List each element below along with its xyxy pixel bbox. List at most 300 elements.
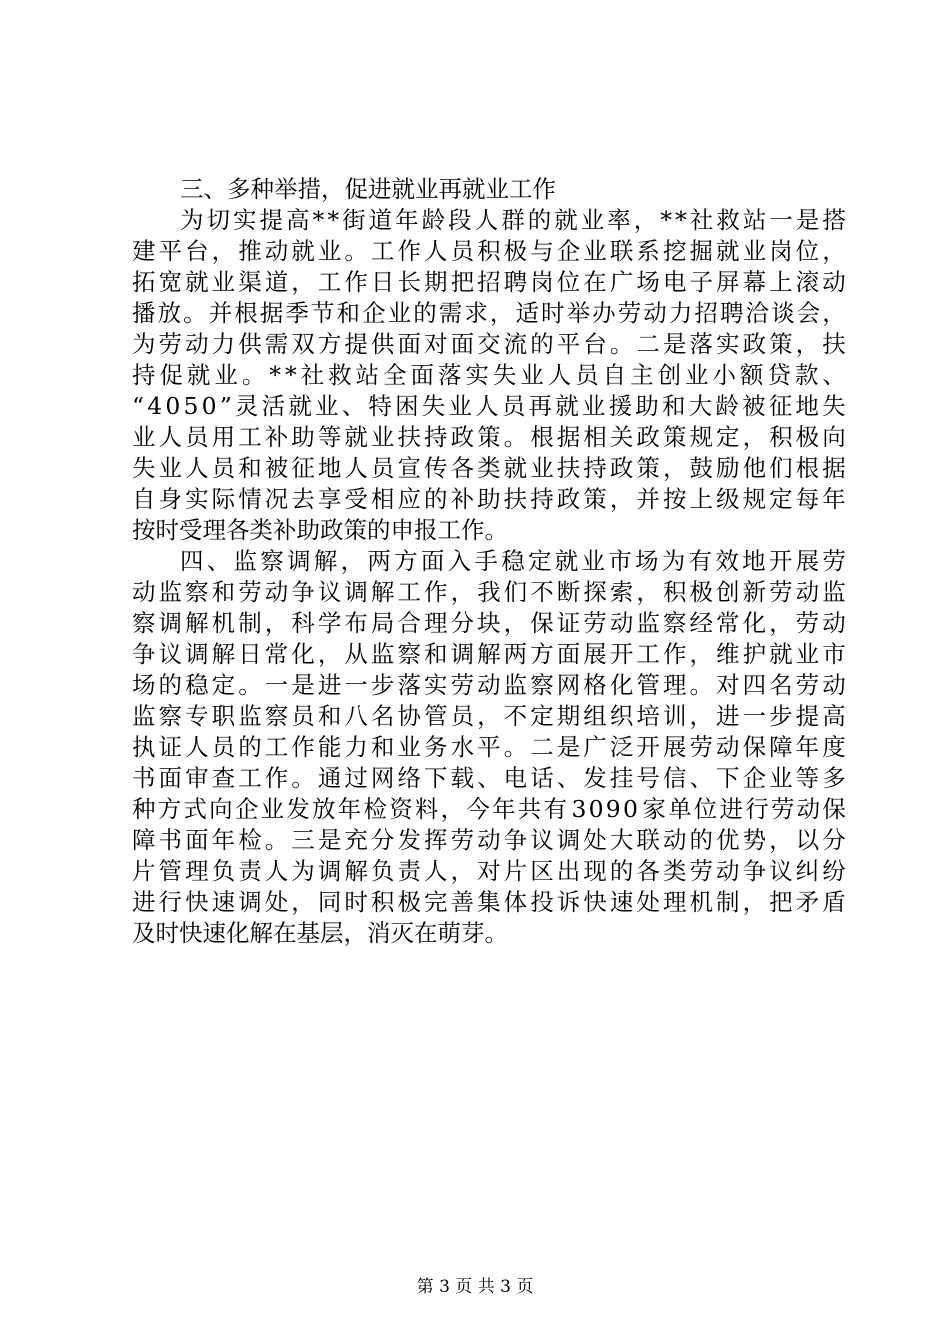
text-glyph: 新	[742, 578, 767, 606]
text-glyph: 就	[769, 640, 793, 668]
text-glyph: 企	[742, 764, 767, 792]
paragraph-line	[180, 546, 846, 576]
text-glyph: 分	[450, 609, 475, 637]
text-glyph: 的	[530, 330, 554, 358]
text-glyph: 专	[185, 702, 209, 730]
text-glyph: 、	[822, 361, 846, 389]
text-glyph: 创	[657, 361, 682, 389]
text-glyph: 障	[769, 733, 793, 761]
text-glyph: 不	[503, 702, 528, 730]
text-glyph: 察	[264, 702, 289, 730]
text-glyph: 业	[742, 237, 767, 265]
text-glyph: 调	[238, 888, 262, 916]
text-glyph: 广	[609, 268, 634, 296]
text-glyph: 据	[822, 454, 846, 482]
text-glyph: 积	[662, 578, 687, 606]
text-glyph: *	[312, 206, 325, 234]
text-glyph: 管	[636, 671, 660, 699]
text-glyph: 常	[716, 609, 740, 637]
text-glyph: 纠	[795, 857, 820, 885]
text-glyph: 察	[662, 609, 687, 637]
text-glyph: 贷	[767, 361, 791, 389]
text-glyph: 上	[769, 268, 793, 296]
text-glyph: ，	[822, 299, 846, 327]
text-glyph: 家	[642, 795, 666, 823]
text-glyph: 局	[370, 609, 395, 637]
text-glyph: 今	[466, 795, 490, 823]
text-glyph: 从	[344, 640, 368, 668]
text-glyph: 每	[795, 485, 820, 513]
text-glyph: 理	[662, 671, 687, 699]
text-glyph: 。	[503, 423, 528, 451]
text-glyph: 发	[397, 826, 421, 854]
text-glyph: 双	[291, 330, 315, 358]
text-glyph: 号	[636, 764, 660, 792]
text-glyph: 是	[556, 733, 581, 761]
text-glyph: 调	[317, 857, 342, 885]
text-glyph: 。	[291, 764, 315, 792]
text-glyph: 络	[397, 764, 421, 792]
text-glyph: 断	[556, 578, 581, 606]
text-glyph: 率	[607, 206, 631, 234]
text-glyph: 播	[132, 299, 156, 327]
text-glyph: 检	[363, 795, 387, 823]
text-glyph: 就	[554, 206, 578, 234]
text-glyph: 理	[185, 857, 209, 885]
text-glyph: 议	[530, 826, 554, 854]
text-glyph: 动	[264, 237, 289, 265]
text-glyph: ，	[795, 330, 820, 358]
text-glyph: 的	[413, 299, 437, 327]
text-glyph: 查	[211, 764, 236, 792]
text-glyph: 一	[742, 702, 767, 730]
text-glyph: 争	[291, 578, 315, 606]
text-glyph: 征	[768, 392, 793, 420]
text-glyph: 身	[158, 485, 183, 513]
paragraph-line	[132, 701, 846, 731]
text-glyph: ，	[742, 888, 767, 916]
text-glyph: 索	[609, 578, 634, 606]
text-glyph: 议	[769, 857, 793, 885]
text-glyph: 一	[769, 206, 793, 234]
text-glyph: 和	[661, 392, 686, 420]
text-glyph: 提	[344, 330, 368, 358]
text-glyph: 三	[291, 826, 315, 854]
text-glyph: 动	[132, 578, 156, 606]
text-glyph: 动	[185, 330, 209, 358]
text-glyph: 护	[742, 640, 767, 668]
paragraph-line	[132, 639, 846, 669]
text-glyph: 应	[397, 485, 421, 513]
text-glyph: 策	[636, 454, 660, 482]
text-glyph: 相	[370, 485, 395, 513]
text-glyph: 是	[291, 671, 315, 699]
text-glyph: 企	[234, 795, 259, 823]
text-glyph: ，	[264, 609, 289, 637]
paragraph-line: 及时快速化解在基层，消灭在萌芽。	[132, 919, 508, 947]
text-glyph: 0	[201, 392, 217, 420]
text-glyph: 位	[556, 268, 581, 296]
text-glyph: 业	[260, 795, 285, 823]
text-glyph: 节	[310, 299, 335, 327]
text-glyph: 监	[132, 702, 156, 730]
text-glyph: 投	[530, 888, 554, 916]
text-glyph: 和	[336, 299, 360, 327]
text-glyph: 监	[238, 702, 262, 730]
text-glyph: 在	[583, 268, 607, 296]
text-glyph: 工	[317, 268, 342, 296]
text-glyph: 执	[132, 733, 156, 761]
text-glyph: “	[132, 392, 145, 420]
text-glyph: 自	[602, 361, 627, 389]
text-glyph: 策	[769, 330, 793, 358]
text-glyph: 落	[397, 671, 421, 699]
text-glyph: 作	[424, 578, 448, 606]
paragraph-line	[132, 391, 846, 421]
text-glyph: 对	[477, 857, 501, 885]
page-footer: 第 3 页 共 3 页	[416, 1277, 534, 1297]
text-glyph: 资	[389, 795, 413, 823]
paragraph-line	[132, 267, 846, 297]
text-glyph: 受	[344, 485, 368, 513]
text-glyph: ，	[291, 888, 315, 916]
text-glyph: 力	[344, 733, 368, 761]
text-glyph: 管	[424, 702, 448, 730]
text-glyph: 劳	[617, 299, 642, 327]
text-glyph: 放	[157, 299, 182, 327]
text-glyph: 持	[424, 423, 448, 451]
text-glyph: 时	[344, 888, 368, 916]
text-glyph: 企	[362, 299, 386, 327]
text-glyph: 体	[503, 888, 528, 916]
text-glyph: 发	[583, 764, 607, 792]
text-glyph: 开	[609, 640, 634, 668]
text-glyph: 企	[556, 237, 581, 265]
text-glyph: 业	[583, 237, 607, 265]
paragraph-line	[132, 577, 846, 607]
text-glyph: 劳	[583, 609, 607, 637]
text-glyph: 场	[132, 671, 156, 699]
text-glyph: ，	[769, 609, 793, 637]
text-glyph: 极	[397, 888, 421, 916]
text-glyph: 网	[556, 671, 581, 699]
text-glyph: 特	[368, 392, 392, 420]
paragraph-line	[132, 484, 846, 514]
text-glyph: 人	[264, 857, 289, 885]
text-glyph: 滚	[795, 268, 820, 296]
text-glyph: 救	[716, 206, 740, 234]
text-glyph: 就	[554, 547, 579, 575]
text-glyph: 察	[185, 578, 209, 606]
text-glyph: 就	[291, 237, 315, 265]
text-glyph: 季	[285, 299, 309, 327]
text-glyph: 监	[503, 671, 528, 699]
text-glyph: 人	[547, 361, 572, 389]
text-glyph: 块	[477, 609, 501, 637]
text-glyph: 就	[288, 392, 312, 420]
text-glyph: 失	[132, 454, 156, 482]
text-glyph: 察	[158, 702, 183, 730]
text-glyph: ，	[636, 578, 660, 606]
text-glyph: 根	[530, 423, 554, 451]
text-glyph: ”	[219, 392, 232, 420]
text-glyph: 系	[636, 237, 660, 265]
text-glyph: 监	[370, 640, 395, 668]
text-glyph: 街	[342, 206, 366, 234]
text-glyph: 劳	[795, 609, 820, 637]
text-glyph: 度	[822, 733, 846, 761]
text-glyph: 业	[580, 206, 605, 234]
text-glyph: 劳	[238, 578, 262, 606]
text-glyph: 定	[527, 547, 552, 575]
text-glyph: 作	[397, 237, 421, 265]
text-glyph: 工	[370, 237, 395, 265]
text-glyph: 监	[233, 547, 258, 575]
text-glyph: 解	[344, 857, 368, 885]
text-glyph: 面	[410, 361, 434, 389]
text-glyph: 提	[795, 702, 820, 730]
text-glyph: 小	[712, 361, 736, 389]
text-glyph: 议	[317, 578, 342, 606]
text-glyph: *	[675, 206, 687, 234]
text-glyph: ，	[489, 299, 514, 327]
text-glyph: 动	[795, 578, 820, 606]
text-glyph: 。	[183, 299, 207, 327]
text-glyph: 期	[556, 702, 581, 730]
text-glyph: 况	[264, 485, 289, 513]
text-glyph: 情	[238, 485, 262, 513]
text-glyph: 格	[583, 671, 607, 699]
text-glyph: 合	[397, 609, 421, 637]
text-glyph: 是	[795, 206, 820, 234]
text-glyph: 平	[556, 330, 581, 358]
text-glyph: 员	[450, 702, 475, 730]
text-glyph: 群	[501, 206, 525, 234]
text-glyph: 解	[313, 547, 338, 575]
text-glyph: 动	[477, 826, 501, 854]
text-glyph: 式	[183, 795, 207, 823]
text-glyph: 作	[291, 733, 315, 761]
text-glyph: 被	[742, 392, 766, 420]
text-glyph: 争	[132, 640, 156, 668]
text-glyph: 调	[287, 547, 311, 575]
text-glyph: 两	[503, 640, 528, 668]
text-glyph: 供	[238, 330, 262, 358]
text-glyph: 子	[689, 268, 713, 296]
text-glyph: 作	[264, 764, 289, 792]
paragraph-line	[132, 670, 846, 700]
text-glyph: 推	[238, 237, 262, 265]
text-glyph: ，	[450, 857, 475, 885]
text-glyph: 入	[447, 547, 472, 575]
text-glyph: 招	[694, 299, 718, 327]
text-glyph: 级	[716, 485, 740, 513]
text-glyph: 监	[636, 609, 660, 637]
text-glyph: 料	[414, 795, 439, 823]
text-glyph: 屏	[716, 268, 740, 296]
text-glyph: 再	[528, 392, 553, 420]
text-glyph: 训	[662, 702, 687, 730]
text-glyph: 业	[315, 392, 339, 420]
text-glyph: 扶	[397, 423, 421, 451]
text-glyph: 业	[132, 423, 156, 451]
text-glyph: 员	[450, 237, 475, 265]
text-glyph: 两	[367, 547, 391, 575]
text-glyph: ，	[503, 609, 528, 637]
text-glyph: 工	[397, 578, 421, 606]
text-glyph: 失	[822, 392, 846, 420]
text-glyph: 们	[503, 578, 528, 606]
text-glyph: ，	[689, 640, 713, 668]
text-glyph: 的	[238, 733, 262, 761]
text-glyph: 快	[185, 888, 209, 916]
text-glyph: 员	[211, 733, 236, 761]
text-glyph: ，	[317, 640, 342, 668]
text-glyph: 幕	[742, 268, 767, 296]
text-glyph: 方	[317, 330, 342, 358]
text-glyph: 面	[158, 764, 183, 792]
text-glyph: 业	[211, 268, 236, 296]
text-glyph: 监	[158, 578, 183, 606]
text-glyph: 。	[689, 671, 713, 699]
text-glyph: 持	[530, 485, 554, 513]
text-glyph: 地	[742, 547, 766, 575]
text-glyph: 广	[583, 733, 607, 761]
text-glyph: 社	[300, 361, 325, 389]
text-glyph: 现	[583, 857, 607, 885]
text-glyph: 我	[477, 578, 501, 606]
text-glyph: 进	[719, 795, 743, 823]
text-glyph: 额	[739, 361, 764, 389]
text-glyph: 向	[822, 423, 846, 451]
text-glyph: ，	[340, 547, 365, 575]
text-glyph: 区	[530, 857, 554, 885]
text-glyph: 人	[424, 857, 448, 885]
text-glyph: 书	[158, 826, 183, 854]
text-glyph: 和	[317, 702, 342, 730]
text-glyph: 极	[503, 237, 528, 265]
text-glyph: 培	[636, 702, 660, 730]
paragraph-line	[132, 453, 846, 483]
text-glyph: 一	[344, 671, 368, 699]
text-glyph: 。	[609, 330, 634, 358]
text-glyph: 去	[291, 485, 315, 513]
text-glyph: 方	[157, 795, 182, 823]
text-glyph: 劳	[450, 671, 475, 699]
text-glyph: 举	[566, 299, 591, 327]
text-glyph: 年	[395, 206, 419, 234]
text-glyph: 职	[211, 702, 236, 730]
text-glyph: 灵	[234, 392, 259, 420]
text-glyph: 面	[397, 330, 421, 358]
text-glyph: 龄	[421, 206, 446, 234]
text-glyph: 业	[581, 547, 605, 575]
text-glyph: ，	[769, 826, 793, 854]
text-glyph: 劳	[769, 578, 793, 606]
text-glyph: 实	[465, 361, 489, 389]
text-glyph: 他	[742, 454, 767, 482]
text-glyph: 据	[556, 423, 581, 451]
paragraph-line	[132, 422, 846, 452]
text-glyph: 并	[208, 299, 233, 327]
text-glyph: 察	[132, 609, 156, 637]
text-glyph: 电	[503, 764, 528, 792]
text-glyph: 劳	[795, 671, 820, 699]
text-glyph: 位	[693, 795, 718, 823]
text-glyph: 协	[397, 702, 421, 730]
text-glyph: 盾	[822, 888, 846, 916]
section-heading: 三、多种举措，促进就业再就业工作	[180, 175, 556, 203]
text-glyph: 就	[344, 423, 368, 451]
text-glyph: 宣	[397, 454, 421, 482]
text-glyph: 策	[583, 485, 607, 513]
text-glyph: 各	[450, 454, 475, 482]
text-glyph: 策	[477, 423, 501, 451]
paragraph-line	[132, 236, 846, 266]
text-glyph: 场	[636, 268, 660, 296]
text-glyph: 稳	[185, 671, 209, 699]
text-glyph: ，	[662, 454, 687, 482]
text-glyph: 政	[609, 454, 634, 482]
text-glyph: 展	[795, 547, 820, 575]
text-glyph: 励	[716, 454, 740, 482]
text-glyph: 速	[211, 888, 236, 916]
text-glyph: 对	[716, 671, 740, 699]
text-glyph: 政	[556, 485, 581, 513]
text-glyph: 定	[769, 485, 793, 513]
text-glyph: 、	[341, 392, 366, 420]
text-glyph: 动	[822, 671, 846, 699]
text-glyph: 探	[583, 578, 607, 606]
text-glyph: 组	[583, 702, 607, 730]
paragraph-line	[132, 794, 846, 824]
text-glyph: 泛	[609, 733, 634, 761]
text-glyph: ，	[291, 268, 315, 296]
text-glyph: 是	[317, 826, 342, 854]
text-glyph: 劳	[689, 733, 713, 761]
text-glyph: 网	[370, 764, 395, 792]
text-glyph: 实	[233, 206, 257, 234]
text-glyph: 有	[688, 547, 713, 575]
text-glyph: 等	[317, 423, 342, 451]
text-glyph: 。	[344, 237, 368, 265]
text-glyph: 共	[517, 795, 542, 823]
text-glyph: 宽	[158, 268, 183, 296]
text-glyph: 岗	[769, 237, 793, 265]
text-glyph: 道	[264, 268, 289, 296]
text-glyph: 二	[636, 330, 660, 358]
text-glyph: 、	[689, 764, 713, 792]
text-glyph: 征	[291, 454, 315, 482]
text-glyph: 切	[206, 206, 231, 234]
text-glyph: 制	[238, 609, 262, 637]
text-glyph: 责	[397, 857, 421, 885]
text-glyph: 调	[450, 640, 475, 668]
text-glyph: *	[284, 361, 297, 389]
text-glyph: 长	[397, 268, 421, 296]
text-glyph: 聘	[719, 299, 744, 327]
text-glyph: 活	[261, 392, 286, 420]
text-glyph: 争	[742, 857, 767, 885]
text-glyph: 效	[715, 547, 739, 575]
text-glyph: 站	[742, 206, 767, 234]
text-glyph: 岗	[530, 268, 554, 296]
text-glyph: 0	[622, 795, 638, 823]
text-glyph: 矛	[795, 888, 820, 916]
text-glyph: 和	[238, 454, 262, 482]
text-glyph: 把	[769, 888, 793, 916]
text-glyph: 高	[286, 206, 310, 234]
